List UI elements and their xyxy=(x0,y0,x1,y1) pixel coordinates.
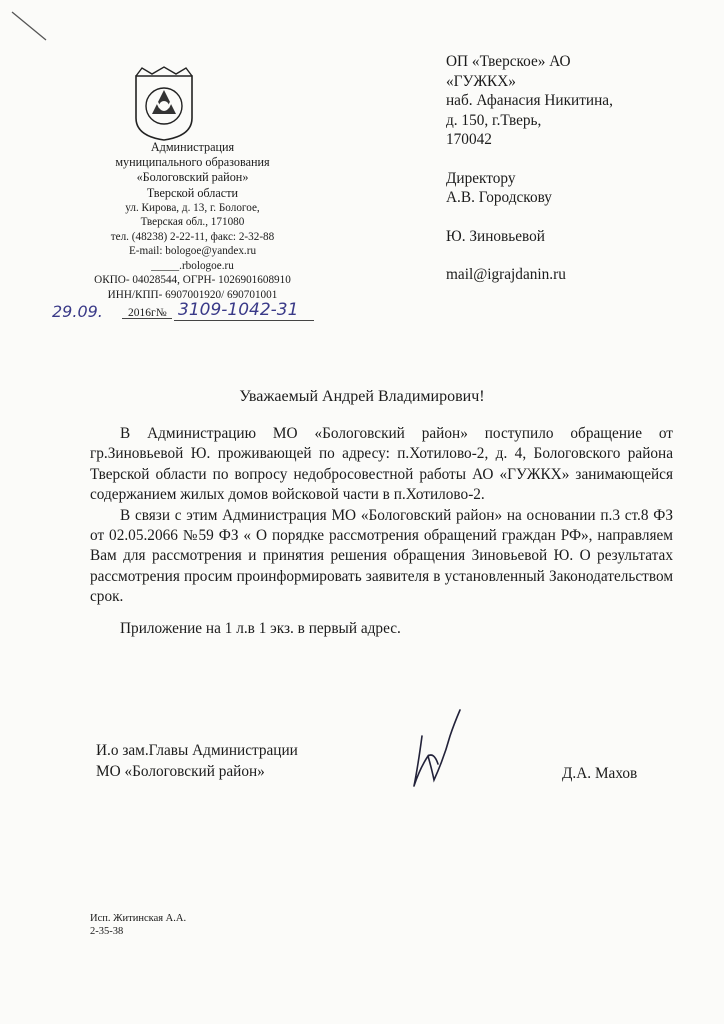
executor-block xyxy=(90,912,186,938)
recipient-to2: А.В. Городскову xyxy=(446,189,552,206)
attachment-note: Приложение на 1 л.в 1 экз. в первый адрес. xyxy=(120,620,401,637)
letter-body xyxy=(90,424,673,608)
sender-address2: Тверская обл., 171080 xyxy=(140,216,245,229)
recipient-copy: Ю. Зиновьевой xyxy=(446,227,545,245)
recipient-org2: «ГУЖКХ» xyxy=(446,72,516,90)
sender-email: E-mail: bologoe@yandex.ru xyxy=(128,245,257,258)
scan-corner-mark xyxy=(10,10,50,44)
sender-line4: Тверской области xyxy=(146,185,239,200)
number-underline xyxy=(174,320,314,321)
sender-site: _____.rbologoe.ru xyxy=(151,259,234,272)
executor-name: Исп. Житинская А.А. xyxy=(90,913,187,924)
recipient-mail: mail@igrajdanin.ru xyxy=(446,266,566,283)
outgoing-date-number xyxy=(40,300,340,326)
recipient-addr2: д. 150, г.Тверь, xyxy=(446,111,542,129)
sender-line1: Администрация xyxy=(150,140,235,154)
recipient-block xyxy=(446,52,706,285)
signatory-title-line1: И.о зам.Главы Администрации xyxy=(96,742,298,759)
coat-of-arms-icon xyxy=(132,66,196,142)
outgoing-year: 2016г№ xyxy=(128,307,167,319)
signatory-name: Д.А. Махов xyxy=(562,765,638,782)
signatory-title-line2: МО «Бологовский район» xyxy=(96,763,265,780)
body-paragraph-1: В Администрацию МО «Бологовский район» поступило обращение от гр.Зиновьевой Ю. проживающей по адресу: п.Хотилово-2, д. 4, Бологовского района Тверской области по вопросу недобросовестной работы АО «ГУЖКХ» занимающейся содержанием жилых домов войсковой части в п.Хотилово-2. xyxy=(90,425,673,504)
sender-address1: ул. Кирова, д. 13, г. Бологое, xyxy=(125,201,260,214)
greeting: Уважаемый Андрей Владимирович! xyxy=(239,388,485,405)
sender-phone: тел. (48238) 2-22-11, факс: 2-32-88 xyxy=(110,230,275,243)
recipient-zip: 170042 xyxy=(446,131,492,148)
handwritten-signature-icon xyxy=(404,706,468,794)
outgoing-number: 3109-1042-31 xyxy=(178,300,299,320)
sender-line2: муниципального образования xyxy=(115,155,270,170)
outgoing-date: 29.09. xyxy=(52,302,103,321)
signatory-title xyxy=(96,740,298,782)
sender-okpo: ОКПО- 04028544, ОГРН- 1026901608910 xyxy=(94,274,291,287)
sender-inn: ИНН/КПП- 6907001920/ 690701001 xyxy=(107,288,278,301)
recipient-addr1: наб. Афанасия Никитина, xyxy=(446,92,613,109)
executor-phone: 2-35-38 xyxy=(90,926,124,937)
recipient-org1: ОП «Тверское» АО xyxy=(446,53,571,70)
recipient-to1: Директору xyxy=(446,169,516,187)
sender-block xyxy=(40,140,345,302)
body-paragraph-2: В связи с этим Администрация МО «Бологовский район» на основании п.3 ст.8 ФЗ от 02.05.2066 №59 ФЗ « О порядке рассмотрения обращений граждан РФ», направляем Вам для рассмотрения и принятия решения обращения Зиновьевой Ю. О результатах рассмотрения просим проинформировать заявителя в установленный Законодательством срок. xyxy=(90,506,673,606)
sender-line3: «Бологовский район» xyxy=(136,170,249,185)
